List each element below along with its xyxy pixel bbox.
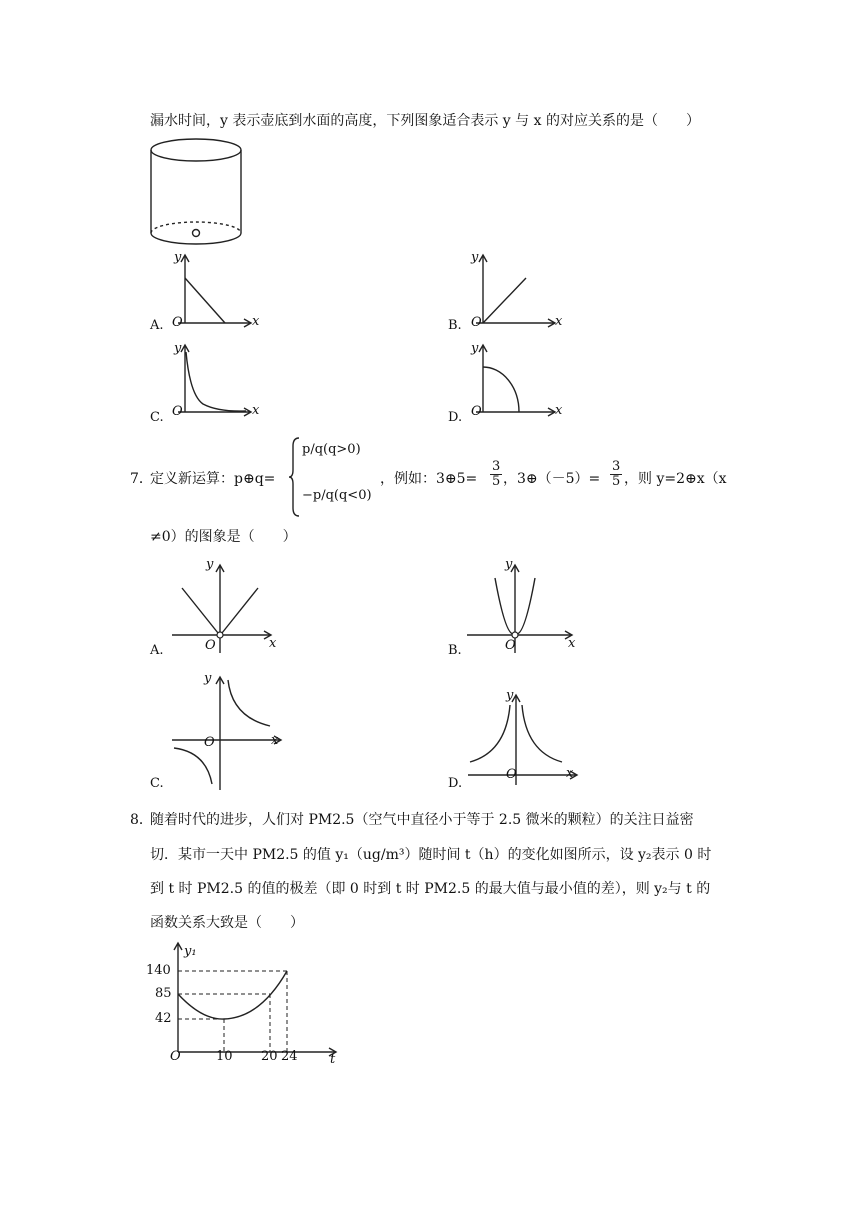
q7b-y-label: y: [505, 557, 513, 572]
q8-y-tick-42: 42: [155, 1011, 172, 1026]
q7c-y-label: y: [204, 671, 212, 686]
q7-frac1-den: 5: [492, 474, 501, 489]
q7a-x-label: x: [269, 636, 277, 651]
q6-line1: 漏水时间，y 表示壶底到水面的高度，下列图象适合表示 y 与 x 的对应关系的是（ ）: [150, 113, 700, 129]
q6b-o-label: O: [471, 315, 482, 330]
q6-option-c-label: C.: [150, 410, 164, 425]
q8-line4: 函数关系大致是（ ）: [150, 915, 304, 931]
q8-y1-label: y₁: [184, 944, 197, 959]
q6-option-d-label: D.: [448, 410, 463, 425]
q6c-o-label: O: [172, 404, 183, 419]
q8-x-tick-20: 20: [261, 1049, 278, 1064]
q8-x-tick-24: 24: [281, 1049, 298, 1064]
cylinder-figure: [148, 136, 248, 246]
q7-option-d-label: D.: [448, 776, 463, 791]
q8-number: 8．: [130, 812, 153, 828]
q7-graph-c: [170, 672, 290, 792]
q7c-x-label: x: [271, 733, 279, 748]
q7-frac1-num: 3: [492, 459, 501, 474]
q6d-o-label: O: [471, 404, 482, 419]
q6-graph-a: [168, 250, 278, 330]
q7-line2: ≠0）的图象是（ ）: [150, 529, 297, 545]
q8-x-tick-10: 10: [216, 1049, 233, 1064]
q6a-x-label: x: [252, 314, 260, 329]
q7-graph-b: [465, 558, 585, 658]
q7-case2: −p/q(q<0): [302, 488, 372, 503]
q7-frac2-den: 5: [612, 474, 621, 489]
q6c-x-label: x: [252, 403, 260, 418]
q7-number: 7．: [130, 471, 153, 487]
q8-line2: 切．某市一天中 PM2.5 的值 y₁（ug/m³）随时间 t（h）的变化如图所示，设 y₂表示 0 时: [150, 847, 712, 863]
q7-tail: ，则 y=2⊕x（x: [624, 471, 727, 487]
q8-line3: 到 t 时 PM2.5 的值的极差（即 0 时到 t 时 PM2.5 的最大值与最小值的差），则 y₂与 t 的: [150, 881, 711, 897]
q7-brace: [289, 436, 301, 518]
q6d-x-label: x: [555, 403, 563, 418]
q8-o-label: O: [170, 1049, 181, 1064]
q6d-y-label: y: [471, 341, 479, 356]
q7a-o-label: O: [205, 638, 216, 653]
q7-example-frac1: [490, 460, 502, 489]
q7-def-prefix: 定义新运算：p⊕q=: [150, 471, 276, 487]
q7d-x-label: x: [566, 766, 574, 781]
q7a-y-label: y: [206, 557, 214, 572]
q7c-o-label: O: [204, 735, 215, 750]
q6-option-a-label: A.: [150, 318, 164, 333]
q7-example2: ，3⊕（－5）=: [503, 471, 601, 487]
q6-option-b-label: B.: [448, 318, 462, 333]
q8-y-tick-140: 140: [146, 963, 171, 978]
q7-option-b-label: B.: [448, 643, 462, 658]
q6c-y-label: y: [174, 341, 182, 356]
q7d-o-label: O: [506, 767, 517, 782]
q7b-x-label: x: [568, 636, 576, 651]
q7-option-a-label: A.: [150, 643, 164, 658]
q7-example-frac2: [610, 460, 622, 489]
q7-option-c-label: C.: [150, 776, 164, 791]
q6a-o-label: O: [172, 315, 183, 330]
q8-line1: 随着时代的进步，人们对 PM2.5（空气中直径小于等于 2.5 微米的颗粒）的关注日益密: [150, 812, 694, 828]
q6b-y-label: y: [471, 250, 479, 265]
q7-frac2-num: 3: [612, 459, 621, 474]
q7-case1: p/q(q>0): [302, 442, 361, 457]
q8-t-label: t: [330, 1052, 336, 1067]
q6-graph-c: [168, 340, 278, 420]
q8-y-tick-85: 85: [155, 986, 172, 1001]
q6b-x-label: x: [555, 314, 563, 329]
q7d-y-label: y: [506, 688, 514, 703]
q7b-o-label: O: [505, 638, 516, 653]
q7-example: ，例如：3⊕5=: [380, 471, 478, 487]
q6a-y-label: y: [174, 250, 182, 265]
